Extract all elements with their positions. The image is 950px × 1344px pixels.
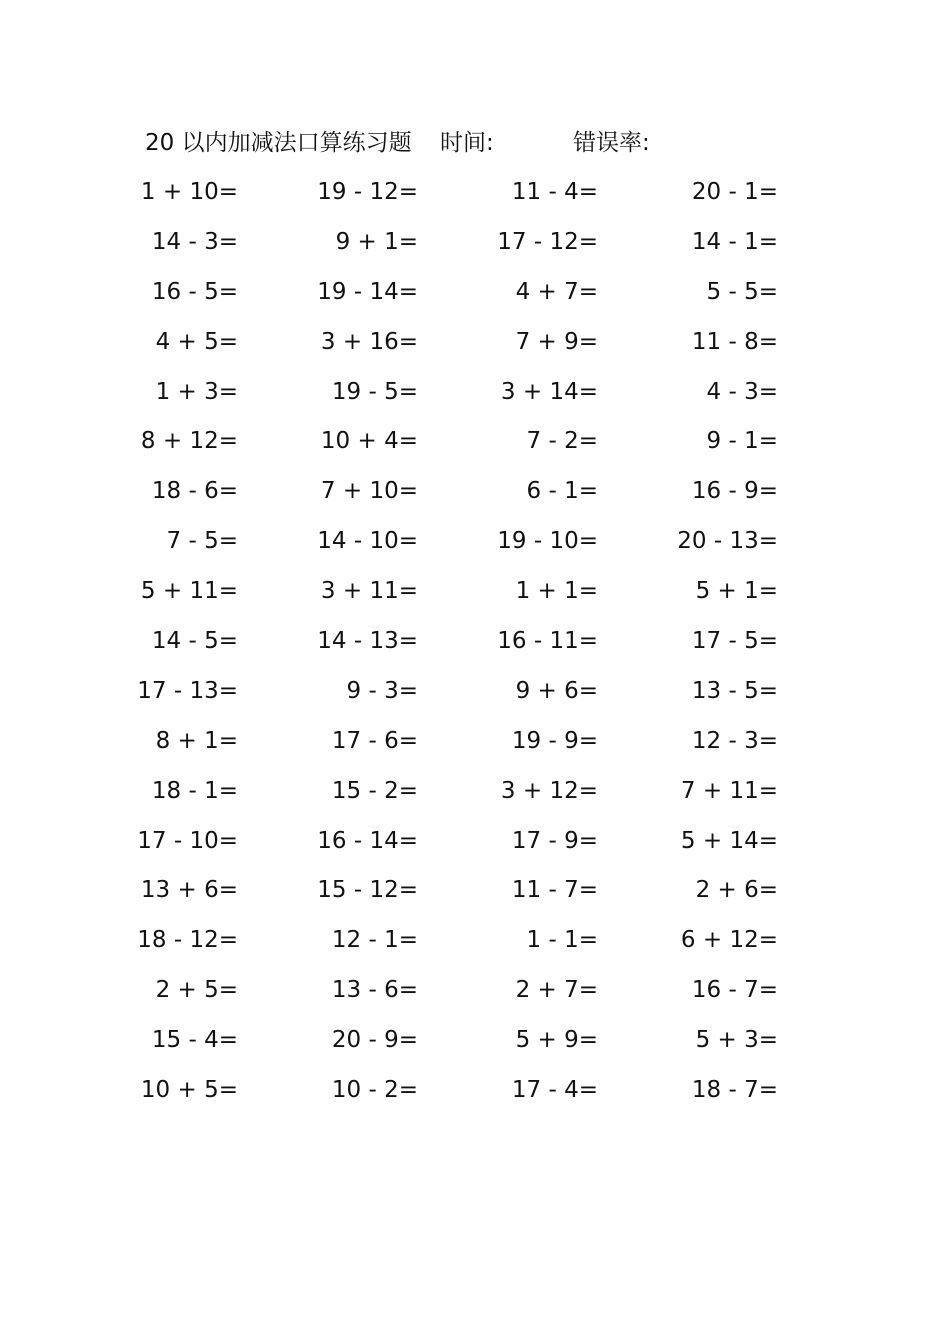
problem-item: 7 - 5= — [166, 528, 238, 555]
problem-item: 16 - 7= — [691, 977, 778, 1004]
problem-item: 18 - 1= — [151, 777, 238, 804]
problem-item: 9 + 1= — [335, 228, 418, 255]
problem-item: 17 - 4= — [511, 1077, 598, 1104]
problem-item: 18 - 7= — [691, 1077, 778, 1104]
problem-item: 16 - 5= — [151, 278, 238, 305]
problem-item: 4 + 5= — [155, 328, 238, 355]
worksheet-header — [0, 126, 950, 160]
problem-item: 2 + 6= — [695, 877, 778, 904]
worksheet-title: 20 以内加减法口算练习题 — [145, 130, 412, 156]
problem-item: 2 + 7= — [515, 977, 598, 1004]
problem-row — [120, 617, 820, 667]
problem-item: 17 - 5= — [691, 628, 778, 655]
problem-item: 7 + 9= — [515, 328, 598, 355]
problem-row — [120, 417, 820, 467]
problem-item: 5 + 1= — [695, 578, 778, 605]
problem-item: 19 - 5= — [331, 378, 418, 405]
problem-item: 17 - 9= — [511, 827, 598, 854]
problem-item: 11 - 4= — [511, 179, 598, 205]
problem-item: 9 - 3= — [346, 677, 418, 704]
problem-item: 15 - 4= — [151, 1027, 238, 1054]
problem-item: 6 - 1= — [526, 478, 598, 505]
problem-item: 18 - 6= — [151, 478, 238, 505]
problem-row — [120, 817, 820, 867]
problem-item: 10 + 4= — [320, 428, 418, 455]
problem-item: 1 - 1= — [526, 927, 598, 954]
problem-item: 3 + 11= — [320, 578, 418, 605]
problem-item: 16 - 11= — [497, 628, 598, 655]
problem-row — [120, 1016, 820, 1066]
problem-item: 7 + 11= — [680, 777, 778, 804]
problem-item: 12 - 1= — [331, 927, 418, 954]
problem-item: 7 - 2= — [526, 428, 598, 455]
problem-item: 19 - 12= — [317, 179, 418, 205]
problem-item: 17 - 12= — [497, 228, 598, 255]
problem-row — [120, 268, 820, 318]
problem-item: 8 + 12= — [140, 428, 238, 455]
problem-item: 3 + 16= — [320, 328, 418, 355]
problem-row — [120, 1066, 820, 1116]
problem-item: 14 - 3= — [151, 228, 238, 255]
problem-item: 5 + 14= — [680, 827, 778, 854]
problem-item: 3 + 14= — [500, 378, 598, 405]
problem-item: 18 - 12= — [137, 927, 238, 954]
problem-item: 7 + 10= — [320, 478, 418, 505]
problem-item: 1 + 10= — [140, 179, 238, 205]
problem-grid — [120, 168, 820, 1116]
problem-item: 5 + 11= — [140, 578, 238, 605]
problem-item: 19 - 14= — [317, 278, 418, 305]
problem-row — [120, 916, 820, 966]
problem-item: 20 - 13= — [677, 528, 778, 555]
problem-item: 20 - 9= — [331, 1027, 418, 1054]
problem-item: 6 + 12= — [680, 927, 778, 954]
problem-item: 12 - 3= — [691, 727, 778, 754]
problem-item: 17 - 6= — [331, 727, 418, 754]
problem-row — [120, 966, 820, 1016]
problem-item: 11 - 7= — [511, 877, 598, 904]
problem-item: 13 + 6= — [140, 877, 238, 904]
problem-row — [120, 667, 820, 717]
problem-item: 17 - 10= — [137, 827, 238, 854]
problem-row — [120, 767, 820, 817]
problem-item: 16 - 14= — [317, 827, 418, 854]
problem-item: 4 + 7= — [515, 278, 598, 305]
problem-item: 14 - 13= — [317, 628, 418, 655]
problem-row — [120, 717, 820, 767]
problem-row — [120, 218, 820, 268]
problem-item: 1 + 3= — [155, 378, 238, 405]
problem-row — [120, 318, 820, 368]
problem-item: 9 + 6= — [515, 677, 598, 704]
problem-item: 14 - 5= — [151, 628, 238, 655]
problem-row — [120, 866, 820, 916]
problem-item: 15 - 12= — [317, 877, 418, 904]
problem-item: 5 + 9= — [515, 1027, 598, 1054]
problem-row — [120, 368, 820, 418]
error-rate-label: 错误率: — [573, 130, 650, 156]
problem-item: 5 - 5= — [706, 278, 778, 305]
problem-item: 19 - 10= — [497, 528, 598, 555]
problem-item: 15 - 2= — [331, 777, 418, 804]
problem-item: 5 + 3= — [695, 1027, 778, 1054]
problem-item: 2 + 5= — [155, 977, 238, 1004]
problem-item: 20 - 1= — [691, 179, 778, 205]
problem-item: 1 + 1= — [515, 578, 598, 605]
problem-row — [120, 517, 820, 567]
problem-item: 16 - 9= — [691, 478, 778, 505]
time-label: 时间: — [440, 130, 494, 156]
problem-item: 8 + 1= — [155, 727, 238, 754]
problem-item: 9 - 1= — [706, 428, 778, 455]
problem-item: 3 + 12= — [500, 777, 598, 804]
problem-item: 4 - 3= — [706, 378, 778, 405]
problem-row — [120, 168, 820, 218]
problem-item: 10 + 5= — [140, 1077, 238, 1104]
problem-row — [120, 467, 820, 517]
problem-item: 19 - 9= — [511, 727, 598, 754]
problem-item: 13 - 5= — [691, 677, 778, 704]
problem-item: 14 - 10= — [317, 528, 418, 555]
problem-item: 11 - 8= — [691, 328, 778, 355]
problem-item: 10 - 2= — [331, 1077, 418, 1104]
problem-item: 17 - 13= — [137, 677, 238, 704]
problem-item: 14 - 1= — [691, 228, 778, 255]
problem-item: 13 - 6= — [331, 977, 418, 1004]
problem-row — [120, 567, 820, 617]
